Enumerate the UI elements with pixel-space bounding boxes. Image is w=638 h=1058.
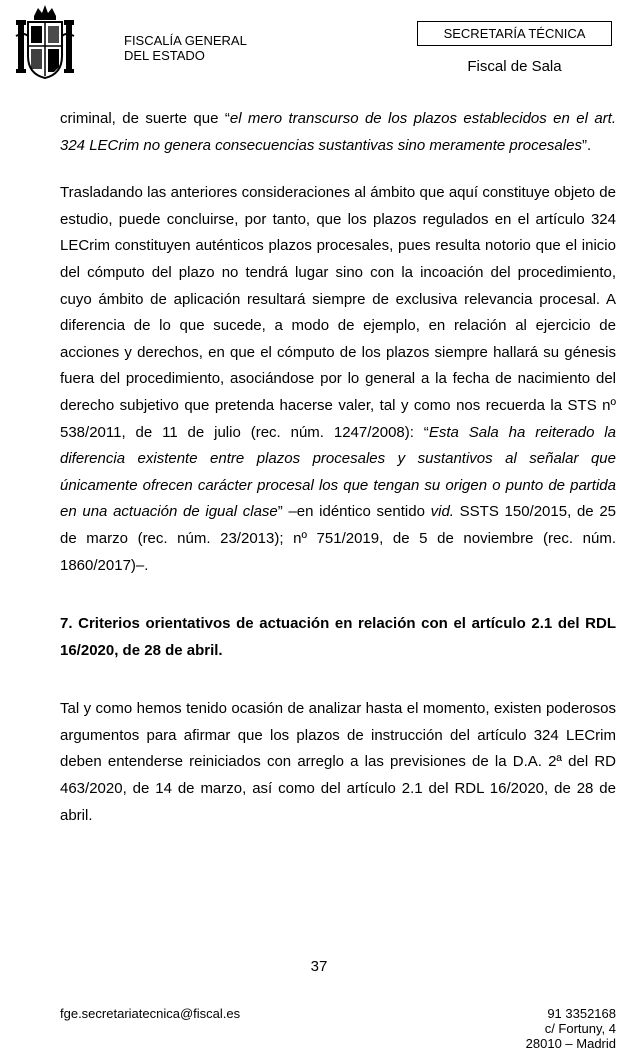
- text-run: ”.: [581, 136, 592, 154]
- quote-italic: Esta Sala ha reiterado la diferencia existente entre plazos procesales y sustantivos al señalar que únicamente ofrecen carácter procesal los que tengan su origen o punto de partida en una actuación de igual clase: [60, 423, 616, 521]
- text-run: Trasladando las anteriores consideraciones al ámbito que aquí constituye objeto de estudio, puede concluirse, por tanto, que los plazos regulados en el artículo 324 LECrim constituyen auténticos plazos procesales, pues resulta notorio que el inicio del cómputo del plazo no tendrá lugar sino con la incoación del procedimiento, cuyo ámbito de aplicación resultará siempre de exclusiva relevancia procesal. A diferencia de lo que sucede, a modo de ejemplo, en relación al ejercicio de acciones y derechos, en que el cómputo de los plazos siempre hallará su génesis fuera del procedimiento, asociándose por lo general a la fecha de nacimiento del derecho subjetivo que pretenda hacerse valer, tal y como nos recuerda la STS nº 538/2011, de 11 de julio (rec. núm. 1247/2008): “: [60, 184, 616, 441]
- vid-italic: vid.: [430, 503, 454, 521]
- organization-name: [124, 33, 247, 63]
- footer-address: [526, 1006, 616, 1051]
- text-run: criminal, de suerte que “: [60, 110, 230, 127]
- coat-of-arms-icon: [14, 2, 76, 82]
- text-run: ” –en idéntico sentido: [277, 503, 431, 521]
- footer-phone: 91 3352168: [547, 1006, 616, 1021]
- quote-italic: el mero transcurso de los plazos establecidos en el art. 324 LECrim no genera consecuencias sustantivas sino meramente procesales: [60, 110, 617, 154]
- department-subtitle: Fiscal de Sala: [467, 58, 562, 75]
- paragraph-2: [60, 180, 616, 579]
- section-heading: 7. Criterios orientativos de actuación en relación con el artículo 2.1 del RDL 16/2020, de 28 de abril.: [60, 615, 616, 659]
- paragraph-3: Tal y como hemos tenido ocasión de analizar hasta el momento, existen poderosos argumentos para afirmar que los plazos de instrucción del artículo 324 LECrim deben entenderse reiniciados con arreglo a las previsiones de la D.A. 2ª del RD 463/2020, de 14 de marzo, así como del artículo 2.1 del RDL 16/2020, de 28 de abril.: [60, 700, 616, 824]
- department-box: SECRETARÍA TÉCNICA: [417, 21, 612, 46]
- page-number: 37: [310, 958, 328, 975]
- footer-email: fge.secretariatecnica@fiscal.es: [60, 1006, 241, 1021]
- org-line-2: DEL ESTADO: [124, 48, 205, 63]
- document-body: [60, 106, 616, 829]
- org-line-1: FISCALÍA GENERAL: [124, 33, 247, 48]
- footer-street: c/ Fortuny, 4: [544, 1021, 616, 1036]
- footer-city: 28010 – Madrid: [525, 1036, 616, 1051]
- paragraph-1: [60, 106, 616, 159]
- text-run: SSTS 150/2015, de 25 de marzo (rec. núm. 23/2013); nº 751/2019, de 5 de noviembre (rec. núm. 1860/2017)–.: [60, 503, 617, 574]
